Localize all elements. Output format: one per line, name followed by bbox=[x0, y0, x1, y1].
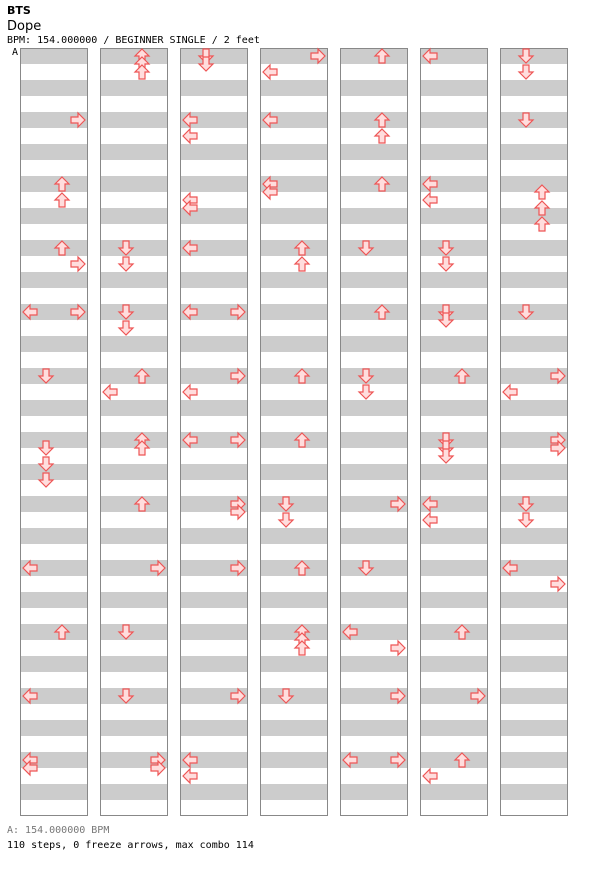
beat-stripe bbox=[260, 336, 328, 352]
up-arrow-icon bbox=[375, 129, 389, 143]
beat-stripe bbox=[260, 240, 328, 256]
beat-stripe bbox=[100, 624, 168, 640]
up-arrow-icon bbox=[295, 257, 309, 271]
beat-stripe bbox=[340, 592, 408, 608]
beat-stripe bbox=[260, 784, 328, 800]
beat-stripe bbox=[180, 784, 248, 800]
beat-stripe bbox=[500, 464, 568, 480]
beat-stripe bbox=[500, 208, 568, 224]
up-arrow-icon bbox=[295, 641, 309, 655]
beat-stripe bbox=[100, 592, 168, 608]
left-arrow-icon bbox=[503, 385, 517, 399]
beat-stripe bbox=[20, 48, 88, 64]
beat-stripe bbox=[20, 208, 88, 224]
chart-info: BPM: 154.000000 / BEGINNER SINGLE / 2 feet bbox=[7, 35, 260, 46]
beat-stripe bbox=[340, 464, 408, 480]
down-arrow-icon bbox=[119, 257, 133, 271]
beat-stripe bbox=[420, 752, 488, 768]
beat-stripe bbox=[340, 112, 408, 128]
beat-stripe bbox=[420, 240, 488, 256]
beat-stripe bbox=[180, 528, 248, 544]
beat-stripe bbox=[100, 336, 168, 352]
beat-stripe bbox=[100, 784, 168, 800]
beat-stripe bbox=[20, 528, 88, 544]
beat-stripe bbox=[20, 144, 88, 160]
beat-stripe bbox=[340, 144, 408, 160]
beat-stripe bbox=[180, 336, 248, 352]
beat-stripe bbox=[500, 48, 568, 64]
left-arrow-icon bbox=[183, 385, 197, 399]
beat-stripe bbox=[420, 80, 488, 96]
beat-stripe bbox=[100, 176, 168, 192]
left-arrow-icon bbox=[183, 129, 197, 143]
beat-stripe bbox=[20, 496, 88, 512]
beat-stripe bbox=[100, 400, 168, 416]
beat-stripe bbox=[500, 176, 568, 192]
beat-stripe bbox=[500, 400, 568, 416]
right-arrow-icon bbox=[71, 257, 85, 271]
beat-stripe bbox=[340, 528, 408, 544]
beat-stripe bbox=[100, 496, 168, 512]
beat-stripe bbox=[340, 656, 408, 672]
beat-stripe bbox=[500, 240, 568, 256]
beat-stripe bbox=[20, 624, 88, 640]
beat-stripe bbox=[100, 208, 168, 224]
beat-stripe bbox=[500, 528, 568, 544]
beat-stripe bbox=[180, 720, 248, 736]
beat-stripe bbox=[500, 112, 568, 128]
left-arrow-icon bbox=[423, 513, 437, 527]
beat-stripe bbox=[340, 304, 408, 320]
beat-stripe bbox=[420, 336, 488, 352]
beat-stripe bbox=[340, 272, 408, 288]
beat-stripe bbox=[260, 688, 328, 704]
beat-stripe bbox=[180, 48, 248, 64]
down-arrow-icon bbox=[359, 385, 373, 399]
beat-stripe bbox=[340, 240, 408, 256]
song-title: Dope bbox=[7, 19, 42, 34]
beat-stripe bbox=[180, 624, 248, 640]
beat-stripe bbox=[260, 368, 328, 384]
beat-stripe bbox=[260, 272, 328, 288]
beat-stripe bbox=[100, 720, 168, 736]
beat-stripe bbox=[260, 720, 328, 736]
beat-stripe bbox=[20, 368, 88, 384]
beat-stripe bbox=[260, 496, 328, 512]
down-arrow-icon bbox=[119, 321, 133, 335]
beat-stripe bbox=[420, 560, 488, 576]
beat-stripe bbox=[420, 208, 488, 224]
beat-stripe bbox=[420, 432, 488, 448]
beat-stripe bbox=[100, 304, 168, 320]
beat-stripe bbox=[20, 432, 88, 448]
step-summary: 110 steps, 0 freeze arrows, max combo 114 bbox=[7, 840, 254, 851]
beat-stripe bbox=[500, 592, 568, 608]
left-arrow-icon bbox=[423, 193, 437, 207]
bpm-legend: A: 154.000000 BPM bbox=[7, 825, 110, 836]
beat-stripe bbox=[260, 208, 328, 224]
beat-stripe bbox=[420, 304, 488, 320]
beat-stripe bbox=[420, 624, 488, 640]
beat-stripe bbox=[20, 656, 88, 672]
beat-stripe bbox=[180, 656, 248, 672]
chart-column bbox=[260, 48, 328, 816]
beat-stripe bbox=[100, 432, 168, 448]
bpm-marker-label: A bbox=[12, 47, 19, 58]
beat-stripe bbox=[420, 272, 488, 288]
beat-stripe bbox=[100, 464, 168, 480]
down-arrow-icon bbox=[519, 65, 533, 79]
beat-stripe bbox=[260, 464, 328, 480]
beat-stripe bbox=[180, 400, 248, 416]
beat-stripe bbox=[500, 624, 568, 640]
beat-stripe bbox=[20, 240, 88, 256]
down-arrow-icon bbox=[439, 449, 453, 463]
beat-stripe bbox=[420, 528, 488, 544]
beat-stripe bbox=[500, 336, 568, 352]
right-arrow-icon bbox=[551, 577, 565, 591]
beat-stripe bbox=[500, 496, 568, 512]
beat-stripe bbox=[340, 400, 408, 416]
beat-stripe bbox=[500, 752, 568, 768]
beat-stripe bbox=[180, 144, 248, 160]
beat-stripe bbox=[340, 80, 408, 96]
beat-stripe bbox=[260, 144, 328, 160]
beat-stripe bbox=[500, 144, 568, 160]
down-arrow-icon bbox=[519, 513, 533, 527]
beat-stripe bbox=[340, 784, 408, 800]
beat-stripe bbox=[340, 336, 408, 352]
beat-stripe bbox=[500, 688, 568, 704]
beat-stripe bbox=[20, 272, 88, 288]
beat-stripe bbox=[500, 304, 568, 320]
beat-stripe bbox=[340, 432, 408, 448]
beat-stripe bbox=[500, 784, 568, 800]
left-arrow-icon bbox=[183, 769, 197, 783]
beat-stripe bbox=[100, 240, 168, 256]
beat-stripe bbox=[420, 144, 488, 160]
beat-stripe bbox=[180, 272, 248, 288]
beat-stripe bbox=[20, 464, 88, 480]
beat-stripe bbox=[500, 656, 568, 672]
beat-stripe bbox=[340, 208, 408, 224]
beat-stripe bbox=[20, 784, 88, 800]
down-arrow-icon bbox=[439, 257, 453, 271]
beat-stripe bbox=[260, 592, 328, 608]
beat-stripe bbox=[500, 720, 568, 736]
beat-stripe bbox=[100, 112, 168, 128]
beat-stripe bbox=[420, 464, 488, 480]
beat-stripe bbox=[180, 464, 248, 480]
beat-stripe bbox=[420, 368, 488, 384]
beat-stripe bbox=[500, 80, 568, 96]
left-arrow-icon bbox=[263, 65, 277, 79]
beat-stripe bbox=[260, 400, 328, 416]
beat-stripe bbox=[20, 80, 88, 96]
beat-stripe bbox=[20, 592, 88, 608]
beat-stripe bbox=[180, 592, 248, 608]
beat-stripe bbox=[100, 656, 168, 672]
beat-stripe bbox=[340, 48, 408, 64]
up-arrow-icon bbox=[135, 65, 149, 79]
beat-stripe bbox=[100, 48, 168, 64]
beat-stripe bbox=[100, 272, 168, 288]
beat-stripe bbox=[260, 304, 328, 320]
beat-stripe bbox=[100, 144, 168, 160]
down-arrow-icon bbox=[279, 513, 293, 527]
beat-stripe bbox=[420, 592, 488, 608]
beat-stripe bbox=[420, 784, 488, 800]
beat-stripe bbox=[100, 528, 168, 544]
artist-name: BTS bbox=[7, 4, 31, 17]
beat-stripe bbox=[20, 336, 88, 352]
beat-stripe bbox=[20, 720, 88, 736]
beat-stripe bbox=[340, 176, 408, 192]
beat-stripe bbox=[180, 176, 248, 192]
beat-stripe bbox=[260, 560, 328, 576]
right-arrow-icon bbox=[391, 641, 405, 655]
up-arrow-icon bbox=[55, 193, 69, 207]
beat-stripe bbox=[420, 400, 488, 416]
beat-stripe bbox=[340, 368, 408, 384]
left-arrow-icon bbox=[423, 769, 437, 783]
beat-stripe bbox=[180, 80, 248, 96]
beat-stripe bbox=[100, 80, 168, 96]
beat-stripe bbox=[20, 176, 88, 192]
beat-stripe bbox=[340, 560, 408, 576]
beat-stripe bbox=[260, 80, 328, 96]
chart-column bbox=[100, 48, 168, 816]
beat-stripe bbox=[420, 720, 488, 736]
beat-stripe bbox=[260, 656, 328, 672]
left-arrow-icon bbox=[103, 385, 117, 399]
beat-stripe bbox=[20, 400, 88, 416]
beat-stripe bbox=[260, 432, 328, 448]
beat-stripe bbox=[420, 112, 488, 128]
beat-stripe bbox=[260, 528, 328, 544]
beat-stripe bbox=[500, 272, 568, 288]
beat-stripe bbox=[100, 688, 168, 704]
beat-stripe bbox=[260, 752, 328, 768]
beat-stripe bbox=[340, 720, 408, 736]
beat-stripe bbox=[100, 368, 168, 384]
beat-stripe bbox=[260, 624, 328, 640]
chart-column bbox=[500, 48, 568, 816]
beat-stripe bbox=[420, 656, 488, 672]
